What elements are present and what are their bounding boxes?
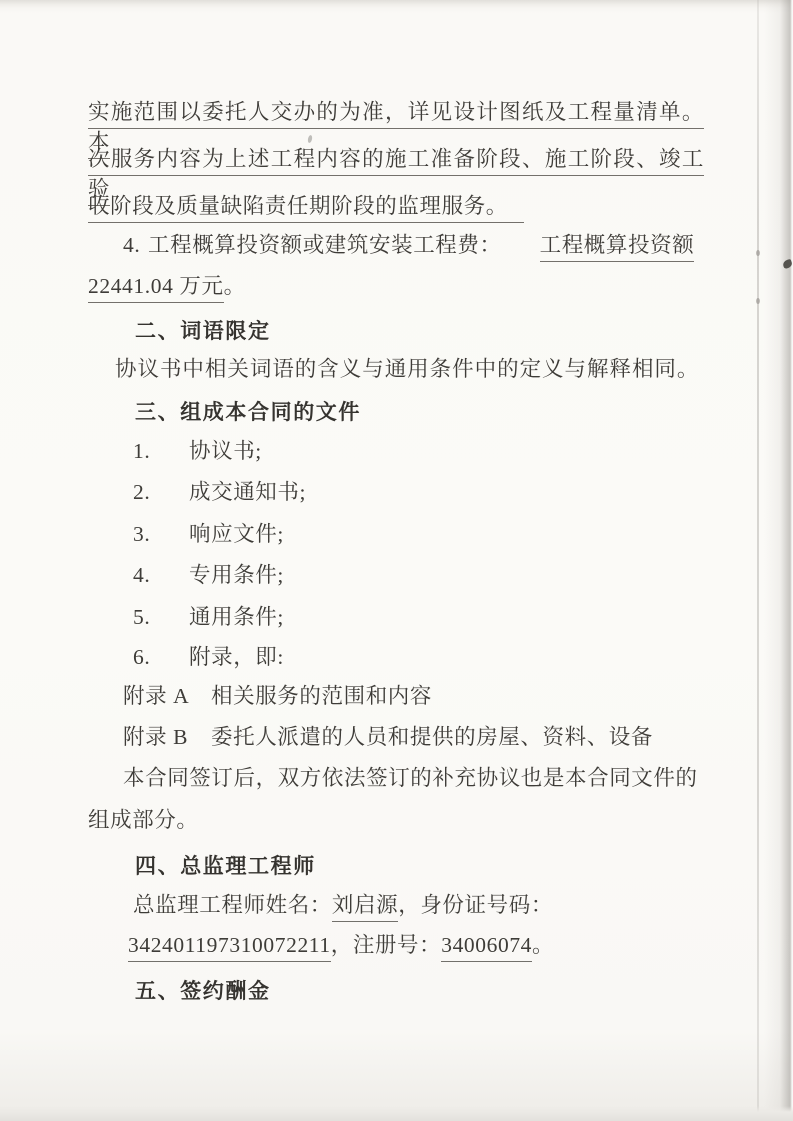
text-segment: 成交通知书; <box>189 480 307 504</box>
para-supplementary-line-2 <box>88 805 199 835</box>
list-number: 3. <box>133 522 151 546</box>
text-segment: ，注册号： <box>330 933 442 957</box>
text-segment: ，身份证号码： <box>398 893 553 917</box>
filled-in-value: 工程概算投资额 <box>540 233 695 262</box>
text-segment: 响应文件; <box>189 522 284 546</box>
list-number: 1. <box>133 439 151 463</box>
text-segment: 四、总监理工程师 <box>135 855 316 878</box>
appendix-b-line <box>123 722 653 752</box>
para-scope-line-3 <box>88 191 524 221</box>
text-segment: 。 <box>532 933 555 957</box>
text-segment: 。 <box>223 274 246 298</box>
list-number: 6. <box>133 645 151 669</box>
fold-mark <box>756 250 760 256</box>
fold-mark <box>756 298 760 304</box>
heading-section-4-engineer <box>135 852 316 882</box>
text-segment: 委托人派遣的人员和提供的房屋、资料、设备 <box>211 725 654 749</box>
appendix-a-line <box>123 681 432 711</box>
text-segment: 组成部分。 <box>88 808 199 832</box>
text-segment: 总监理工程师姓名： <box>133 893 332 917</box>
list-number: 4. <box>133 563 151 587</box>
item-4-investment-line-2 <box>88 271 246 301</box>
list-number: 2. <box>133 480 151 504</box>
text-segment: 三、组成本合同的文件 <box>135 401 361 424</box>
filled-in-value: 34006074 <box>441 933 532 962</box>
scan-bottom-shadow <box>0 1106 793 1121</box>
text-segment: 附录，即: <box>189 645 284 669</box>
heading-section-2-terms <box>135 317 271 347</box>
list-item-2-award-notice <box>133 477 306 507</box>
list-item-5-general-terms <box>133 602 284 632</box>
text-segment: 协议书中相关词语的含义与通用条件中的定义与解释相同。 <box>115 357 699 381</box>
text-segment: 相关服务的范围和内容 <box>211 684 433 708</box>
filled-in-value: 次服务内容为上述工程内容的施工准备阶段、施工阶段、竣工验 <box>88 147 704 206</box>
filled-in-value: 刘启源 <box>332 893 398 922</box>
filled-in-value: 342401197310072211 <box>128 933 331 962</box>
para-chief-engineer-ids <box>128 930 554 960</box>
paper-fold-line <box>757 0 759 1121</box>
scan-top-shadow <box>0 0 793 8</box>
text-segment: 五、签约酬金 <box>135 980 271 1003</box>
para-supplementary-line-1 <box>123 763 698 793</box>
page-right-edge-shadow <box>764 0 793 1121</box>
text-segment: 协议书; <box>189 439 262 463</box>
appendix-label: 附录 A <box>123 684 190 708</box>
text-segment: 工程概算投资额或建筑安装工程费： <box>148 233 502 257</box>
list-number: 5. <box>133 605 151 629</box>
text-segment: 二、词语限定 <box>135 320 271 343</box>
para-chief-engineer-name <box>133 890 553 920</box>
text-segment: 专用条件; <box>189 563 284 587</box>
filled-in-value: 收阶段及质量缺陷责任期阶段的监理服务。 <box>88 194 524 223</box>
heading-section-3-documents <box>135 398 361 428</box>
para-terms-definition <box>115 354 699 384</box>
filled-in-value: 实施范围以委托人交办的为准，详见设计图纸及工程量清单。本 <box>88 100 704 159</box>
text-segment: 本合同签订后，双方依法签订的补充协议也是本合同文件的 <box>123 766 698 790</box>
list-item-4-special-terms <box>133 560 284 590</box>
list-item-1-agreement <box>133 436 262 466</box>
list-item-6-appendix <box>133 642 284 672</box>
list-number: 4. <box>123 233 141 257</box>
filled-in-value: 22441.04 万元 <box>88 274 224 303</box>
list-item-3-response-docs <box>133 519 284 549</box>
text-segment: 通用条件; <box>189 605 284 629</box>
para-scope-line-1 <box>88 97 704 154</box>
appendix-label: 附录 B <box>123 725 189 749</box>
para-scope-line-2 <box>88 144 704 201</box>
heading-section-5-remuneration <box>135 977 271 1007</box>
item-4-investment-line-1 <box>123 230 694 260</box>
faint-speck <box>307 135 313 144</box>
